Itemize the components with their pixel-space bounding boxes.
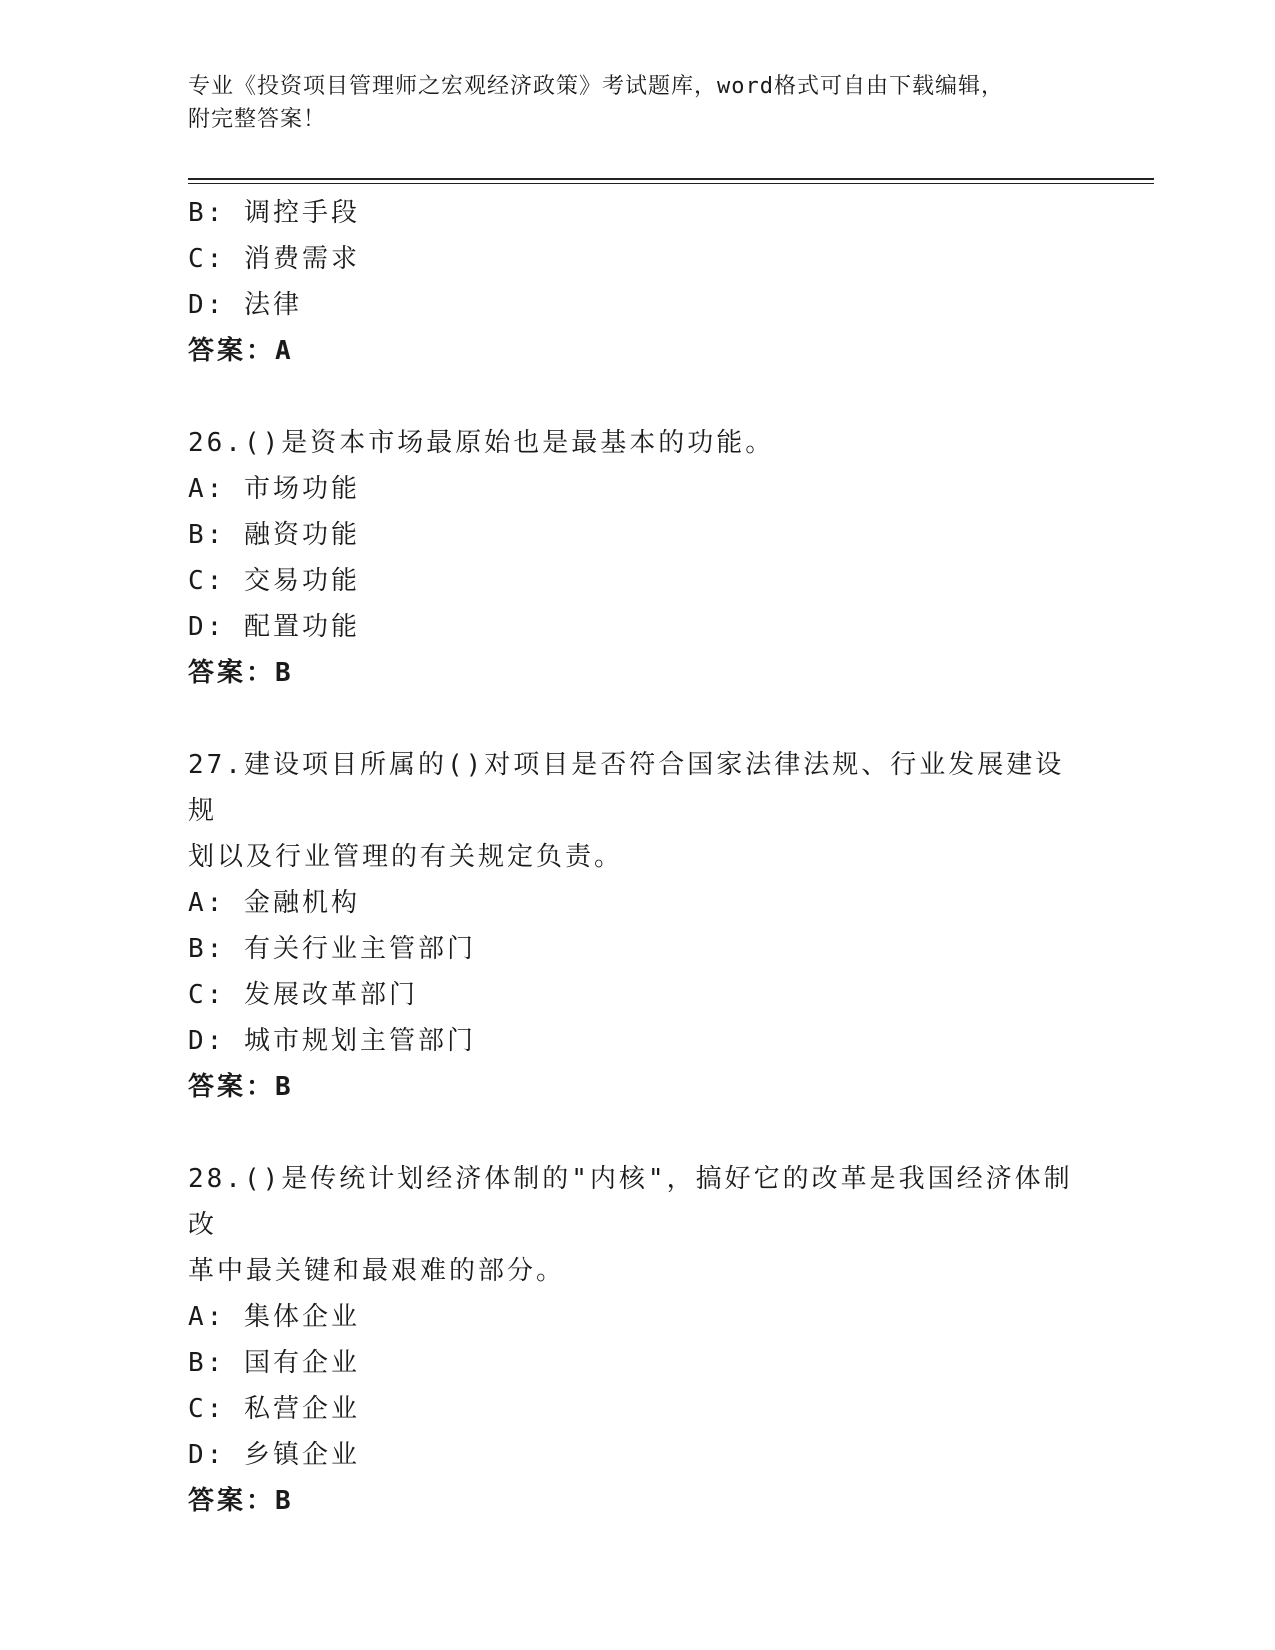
spacer <box>188 696 1088 742</box>
question-content <box>188 190 1088 1524</box>
answer-line: 答案：B <box>188 1486 294 1516</box>
answer-line: 答案：B <box>188 1072 294 1102</box>
option-c: C: 私营企业 <box>188 1394 360 1424</box>
option-c: C: 交易功能 <box>188 566 360 596</box>
header-divider-thick <box>188 178 1154 180</box>
question-stem: 26.()是资本市场最原始也是最基本的功能。 <box>188 428 775 458</box>
option-a: A: 集体企业 <box>188 1302 360 1332</box>
option-b: B: 国有企业 <box>188 1348 360 1378</box>
header-divider-thin <box>188 183 1154 184</box>
option-a: A: 金融机构 <box>188 888 360 918</box>
option-d: D: 城市规划主管部门 <box>188 1026 476 1056</box>
question-stem: 27.建设项目所属的()对项目是否符合国家法律法规、行业发展建设规 <box>188 750 1065 826</box>
option-a: A: 市场功能 <box>188 474 360 504</box>
spacer <box>188 374 1088 420</box>
page-header <box>188 70 1088 136</box>
question-stem-continued: 革中最关键和最艰难的部分。 <box>188 1256 566 1286</box>
question-stem-continued: 划以及行业管理的有关规定负责。 <box>188 842 624 872</box>
question-25-continued <box>188 190 1088 374</box>
header-line-2: 附完整答案！ <box>188 107 327 132</box>
spacer <box>188 1110 1088 1156</box>
option-d: D: 配置功能 <box>188 612 360 642</box>
header-line-1: 专业《投资项目管理师之宏观经济政策》考试题库，word格式可自由下载编辑， <box>188 74 1004 99</box>
option-c: C: 发展改革部门 <box>188 980 418 1010</box>
answer-line: 答案：B <box>188 658 294 688</box>
option-d: D: 法律 <box>188 290 302 320</box>
question-stem: 28.()是传统计划经济体制的"内核"，搞好它的改革是我国经济体制改 <box>188 1164 1073 1240</box>
option-c: C: 消费需求 <box>188 244 360 274</box>
question-26 <box>188 420 1088 696</box>
answer-line: 答案：A <box>188 336 294 366</box>
option-b: B: 有关行业主管部门 <box>188 934 476 964</box>
question-28 <box>188 1156 1088 1524</box>
option-d: D: 乡镇企业 <box>188 1440 360 1470</box>
question-27 <box>188 742 1088 1110</box>
option-b: B: 调控手段 <box>188 198 360 228</box>
option-b: B: 融资功能 <box>188 520 360 550</box>
